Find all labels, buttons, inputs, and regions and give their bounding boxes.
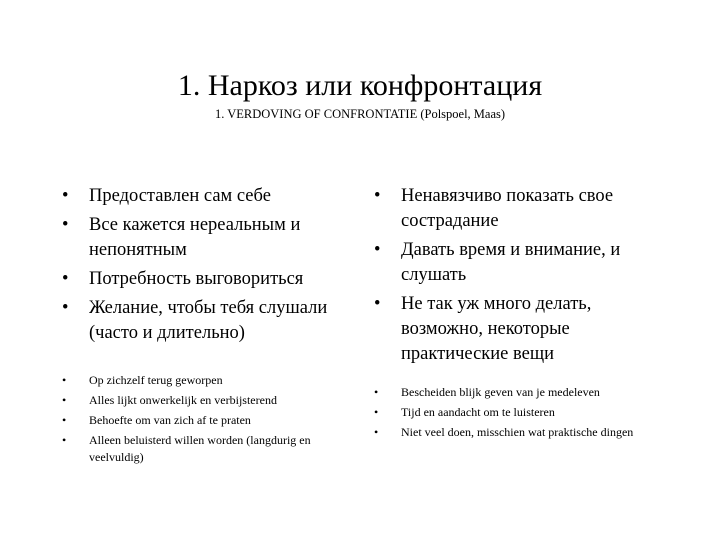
list-item: • Предоставлен сам себе	[89, 184, 364, 209]
list-item: • Желание, чтобы тебя слушали (часто и длительно)	[89, 296, 364, 346]
list-item: • Потребность выговориться	[89, 267, 364, 292]
list-item: • Ненавязчиво показать свое сострадание	[401, 184, 651, 234]
list-item: • Не так уж много делать, возможно, некоторые практические вещи	[401, 292, 651, 367]
dutch-right-list	[401, 384, 651, 444]
slide-subtitle: 1. VERDOVING OF CONFRONTATIE (Polspoel, Maas)	[214, 107, 506, 121]
list-item: • Op zichzelf terug geworpen	[89, 372, 359, 389]
list-item: • Niet veel doen, misschien wat praktische dingen	[401, 424, 651, 441]
russian-left-list	[89, 184, 364, 350]
list-item: • Alles lijkt onwerkelijk en verbijsterend	[89, 392, 359, 409]
dutch-left-list	[89, 372, 359, 469]
list-item: • Все кажется нереальным и непонятным	[89, 213, 364, 263]
list-item: • Behoefte om van zich af te praten	[89, 412, 359, 429]
list-item: • Давать время и внимание, и слушать	[401, 238, 651, 288]
slide-title: 1. Наркоз или конфронтация	[177, 69, 543, 102]
list-item: • Alleen beluisterd willen worden (langdurig en veelvuldig)	[89, 432, 359, 466]
list-item: • Bescheiden blijk geven van je medeleven	[401, 384, 651, 401]
list-item: • Tijd en aandacht om te luisteren	[401, 404, 651, 421]
russian-right-list	[401, 184, 651, 371]
